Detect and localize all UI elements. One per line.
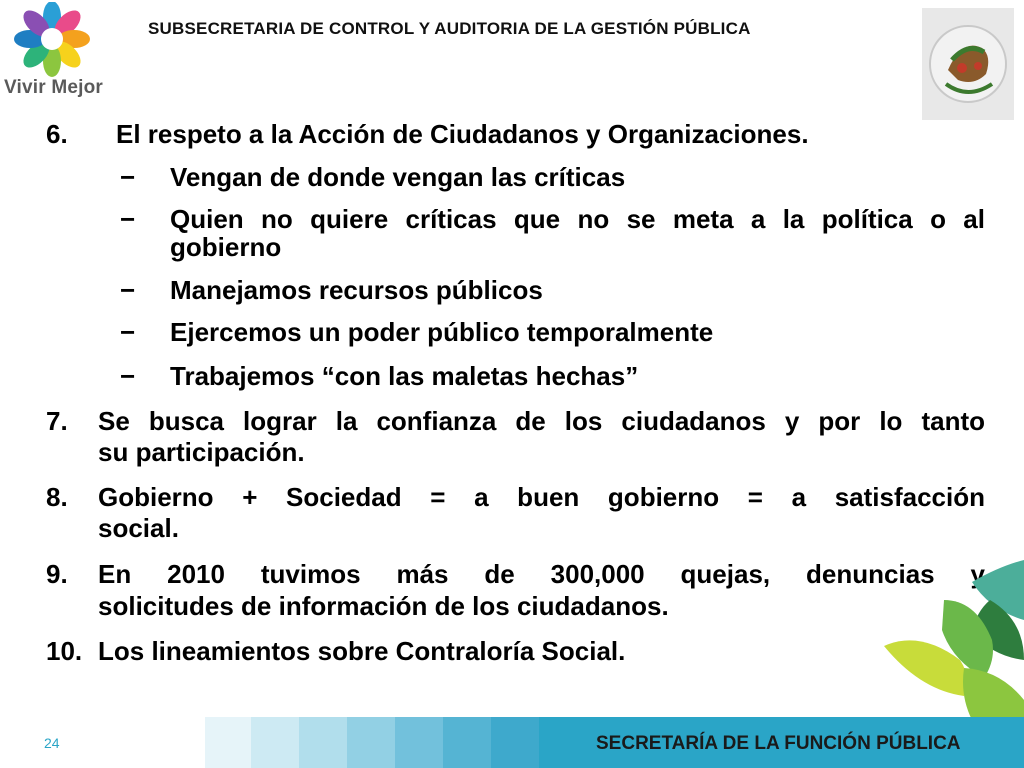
- item-7-line1: Se busca lograr la confianza de los ciudadanos y por lo tanto: [98, 406, 985, 436]
- item-7-number: 7.: [46, 406, 68, 436]
- item-6-text: El respeto a la Acción de Ciudadanos y Organizaciones.: [116, 119, 809, 149]
- page-header-title: SUBSECRETARIA DE CONTROL Y AUDITORIA DE LA GESTIÓN PÚBLICA: [148, 19, 751, 38]
- subitem-4: Ejercemos un poder público temporalmente: [170, 317, 714, 347]
- subitem-1: Vengan de donde vengan las críticas: [170, 162, 626, 192]
- item-8-line1: Gobierno + Sociedad = a buen gobierno = a satisfacción: [98, 482, 985, 512]
- item-10-number: 10.: [46, 636, 83, 666]
- item-10-text: Los lineamientos sobre Contraloría Social.: [98, 636, 626, 666]
- dash-5: −: [120, 361, 136, 391]
- item-6-number: 6.: [46, 119, 68, 149]
- item-9-line2: solicitudes de información de los ciudadanos.: [98, 591, 669, 621]
- footer-department: SECRETARÍA DE LA FUNCIÓN PÚBLICA: [596, 733, 961, 754]
- dash-1: −: [120, 162, 136, 192]
- item-8-line2: social.: [98, 513, 179, 543]
- subitem-2-line2: gobierno: [170, 232, 282, 262]
- subitem-3: Manejamos recursos públicos: [170, 275, 543, 305]
- dash-4: −: [120, 317, 136, 347]
- dash-3: −: [120, 275, 136, 305]
- subitem-2-line1: Quien no quiere críticas que no se meta a la política o al: [170, 204, 985, 234]
- item-7-line2: su participación.: [98, 437, 305, 467]
- item-8-number: 8.: [46, 482, 68, 512]
- item-9-line1: En 2010 tuvimos más de 300,000 quejas, denuncias y: [98, 559, 985, 589]
- item-9-number: 9.: [46, 559, 68, 589]
- subitem-5: Trabajemos “con las maletas hechas”: [170, 361, 639, 391]
- logo-text: Vivir Mejor: [4, 77, 103, 98]
- corner-leaves-icon: [880, 560, 1024, 720]
- page-number: 24: [44, 735, 60, 751]
- dash-2: −: [120, 204, 136, 234]
